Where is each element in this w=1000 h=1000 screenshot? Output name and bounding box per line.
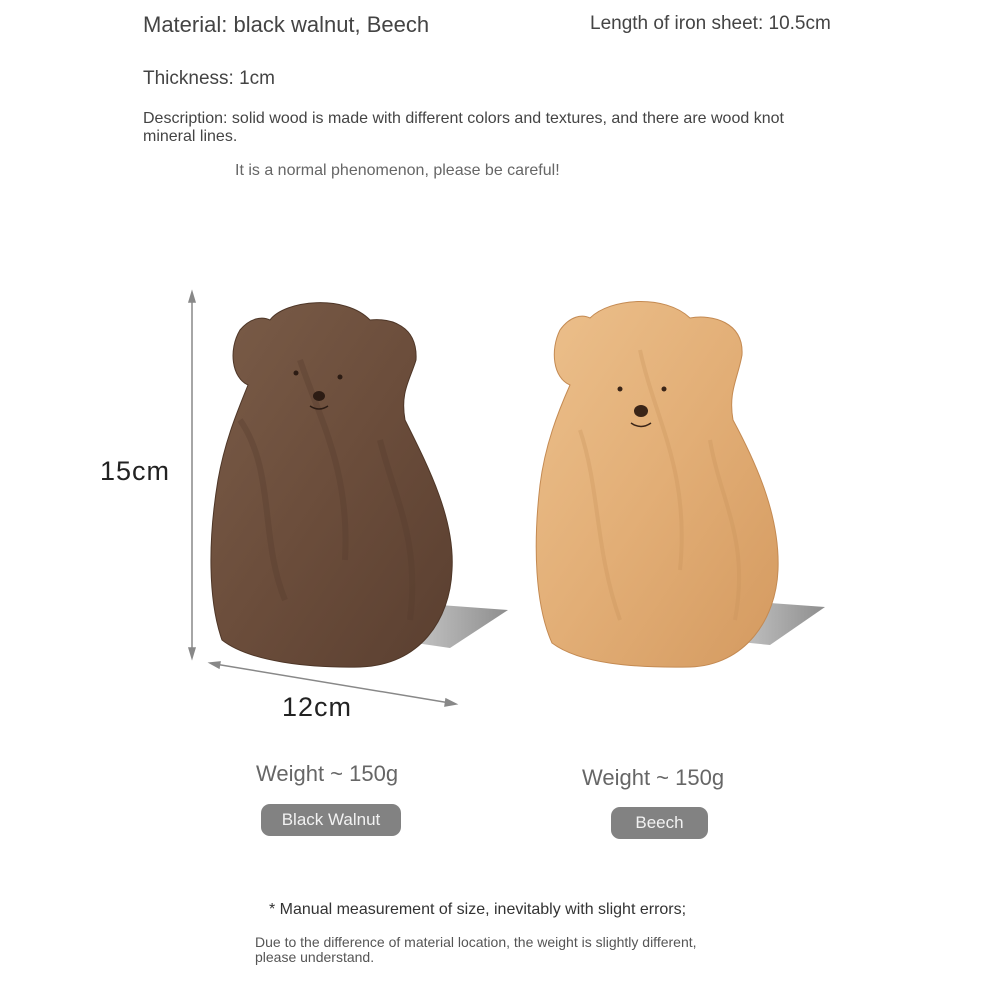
width-dimension-label: 12cm (282, 692, 353, 722)
height-dimension-line (189, 292, 195, 658)
walnut-weight-text: Weight ~ 150g (256, 761, 399, 786)
thickness-text: Thickness: 1cm (143, 68, 275, 89)
walnut-bookend (211, 303, 508, 667)
material-text: Material: black walnut, Beech (143, 12, 430, 37)
height-dimension-label: 15cm (100, 456, 171, 486)
description-text: Description: solid wood is made with different colors and textures, and there are wood knot mineral lines. (143, 110, 784, 145)
beech-weight-text: Weight ~ 150g (582, 765, 725, 790)
measurement-note: * Manual measurement of size, inevitably with slight errors; (269, 901, 687, 918)
warning-text: It is a normal phenomenon, please be careful! (235, 162, 560, 179)
weight-note: Due to the difference of material location, the weight is slightly different, please understand. (255, 934, 697, 965)
beech-bookend (536, 301, 825, 667)
black-walnut-badge: Black Walnut (261, 804, 401, 836)
beech-badge: Beech (611, 807, 708, 839)
iron-sheet-length-text: Length of iron sheet: 10.5cm (590, 13, 831, 34)
